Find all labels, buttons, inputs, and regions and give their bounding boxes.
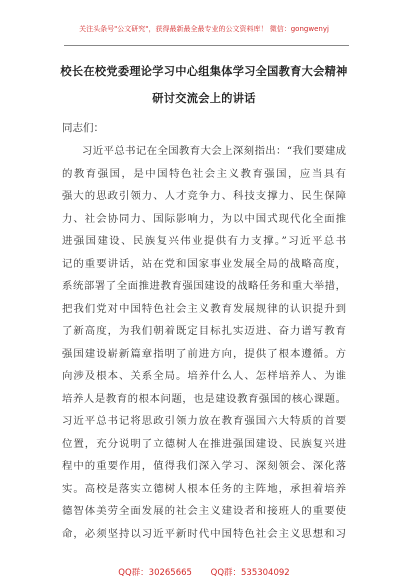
document-title-line-2: 研讨交流会上的讲话: [152, 91, 256, 105]
body-line: 位置，充分说明了立德树人在推进强国建设、民族复兴进: [62, 437, 346, 450]
body-line: 强国建设崭新篇章指明了前进方向，提供了根本遵循。方: [62, 347, 346, 360]
body-line: 记的重要讲话，站在党和国家事业发展全局的战略高度，: [62, 257, 346, 270]
salutation: 同志们：: [62, 122, 104, 134]
body-text: [62, 140, 346, 545]
body-line: 习近平总书记在全国教育大会上深刻指出：“我们要建成: [82, 145, 346, 157]
header-divider: [64, 45, 349, 46]
body-line: 培养人是教育的根本问题，也是建设教育强国的核心课题。: [62, 392, 346, 405]
body-line: 程中的重要作用，值得我们深入学习、深刻领会、深化落: [62, 460, 346, 472]
body-line: 把我们党对中国特色社会主义教育发展规律的认识提升到: [62, 302, 346, 315]
document-title-line-1: 校长在校党委理论学习中心组集体学习全国教育大会精神: [60, 64, 348, 78]
body-line: 系统部署了全面推进教育强国建设的战略任务和重大举措，: [62, 280, 346, 292]
body-line: 强大的思政引领力、人才竞争力、科技支撑力、民生保障: [62, 190, 346, 202]
header-banner: 关注头条号"公文研究"，获得最新最全最专业的公文资料库！ 微信：gongwenyj: [79, 25, 329, 33]
body-line: 向涉及根本、关系全局。培养什么人、怎样培养人、为谁: [62, 370, 346, 382]
body-line: 实。高校是落实立德树人根本任务的主阵地，承担着培养: [62, 482, 346, 495]
body-line: 命，必须坚持以习近平新时代中国特色社会主义思想和习: [62, 527, 346, 540]
footer-qq-1: QQ群：30265665: [118, 568, 192, 578]
body-line: 进强国建设、民族复兴伟业提供有力支撑。”习近平总书: [62, 235, 346, 247]
footer-qq-2: QQ群：535304092: [210, 568, 290, 578]
body-line: 力、社会协同力、国际影响力，为以中国式现代化全面推: [62, 212, 346, 225]
body-line: 习近平总书记将思政引领力放在教育强国六大特质的首要: [62, 415, 346, 427]
body-line: 德智体美劳全面发展的社会主义建设者和接班人的重要使: [62, 505, 346, 517]
body-line: 了新高度，为我们朝着既定目标扎实迈进、奋力谱写教育: [62, 325, 346, 337]
body-line: 的教育强国，是中国特色社会主义教育强国，应当具有: [62, 167, 346, 180]
footer-contacts: [0, 566, 408, 578]
